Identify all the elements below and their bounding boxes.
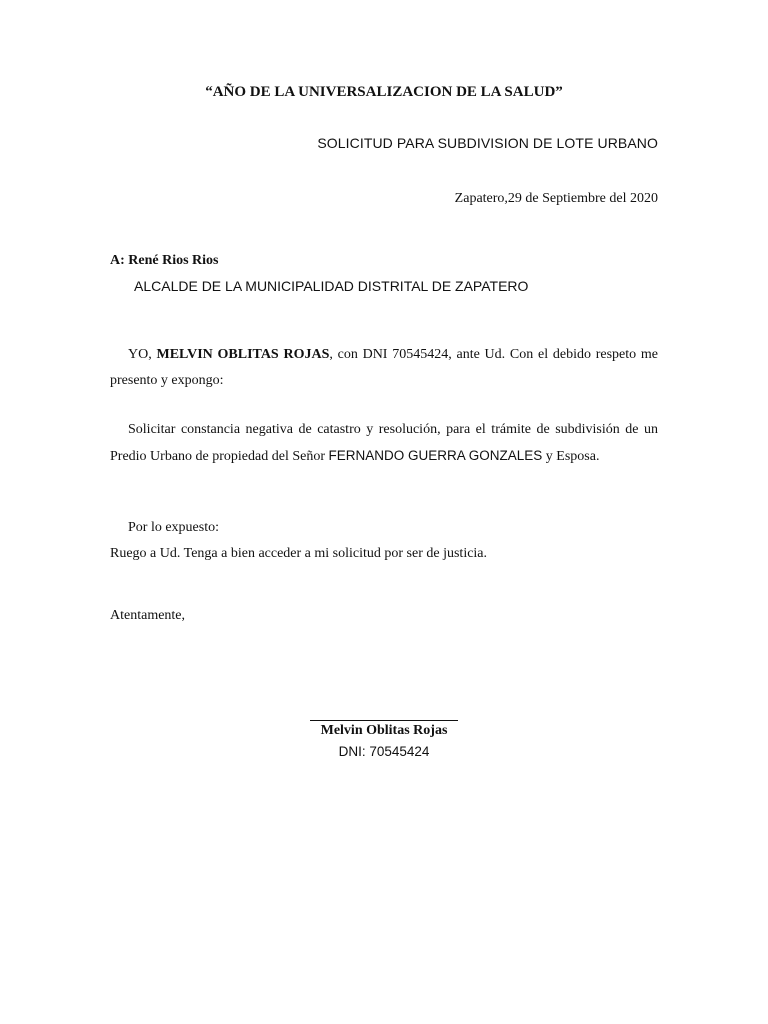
intro-paragraph	[110, 342, 658, 394]
closing-intro: Por lo expuesto:	[128, 520, 219, 535]
document-subject: SOLICITUD PARA SUBDIVISION DE LOTE URBANO	[317, 135, 658, 151]
signatory-dni: DNI: 70545424	[338, 744, 430, 759]
signature-line	[310, 720, 458, 721]
request-text-b: y Esposa.	[542, 449, 600, 464]
addressee-title: ALCALDE DE LA MUNICIPALIDAD DISTRITAL DE ZAPATERO	[134, 278, 529, 294]
intro-prefix: YO,	[128, 347, 157, 362]
document-date: Zapatero,29 de Septiembre del 2020	[454, 191, 658, 206]
farewell: Atentamente,	[110, 608, 186, 623]
addressee-name: A: René Rios Rios	[110, 253, 219, 268]
year-motto-heading: “AÑO DE LA UNIVERSALIZACION DE LA SALUD”	[205, 84, 563, 100]
owner-name: FERNANDO GUERRA GONZALES	[328, 448, 543, 463]
applicant-name: MELVIN OBLITAS ROJAS	[156, 347, 330, 362]
request-paragraph	[110, 417, 658, 470]
signatory-name: Melvin Oblitas Rojas	[320, 723, 448, 738]
intro-suffix: , con DNI 70545424, ante Ud. Con el debido respeto me presento y expongo:	[110, 347, 658, 388]
closing-request: Ruego a Ud. Tenga a bien acceder a mi solicitud por ser de justicia.	[110, 546, 488, 561]
request-text-a: Solicitar constancia negativa de catastro y resolución, para el trámite de subdivisión de un Predio Urbano de propiedad del Señor	[110, 422, 658, 464]
